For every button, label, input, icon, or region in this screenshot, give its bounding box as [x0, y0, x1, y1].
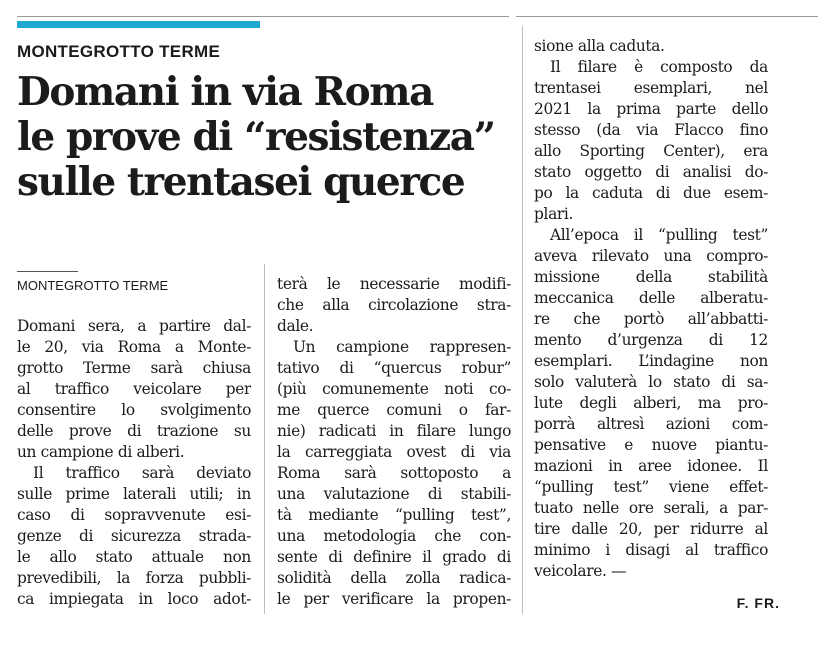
dateline: MONTEGROTTO TERME [17, 278, 169, 293]
headline [17, 70, 522, 205]
text-line: un campione di alberi. [17, 443, 185, 461]
text-line: trentasei esemplari, nel [534, 79, 768, 97]
text-line: genze di sicurezza strada- [17, 527, 251, 545]
text-line: veicolare. — [534, 562, 627, 580]
text-line: “pulling test” viene effet- [534, 478, 768, 496]
text-line: lute degli alberi, ma pro- [534, 394, 768, 412]
text-line: missione della stabilità [534, 268, 768, 286]
text-line: solo valuterà lo stato di sa- [534, 373, 768, 391]
text-line: Domani sera, a partire dal- [17, 317, 251, 335]
top-rule-right [516, 16, 818, 17]
text-line: grotto Terme sarà chiusa [17, 359, 251, 377]
text-line: esemplari. L’indagine non [534, 352, 768, 370]
text-line: le allo stato attuale non [17, 548, 251, 566]
section-kicker: MONTEGROTTO TERME [17, 42, 221, 61]
text-line: 2021 la prima parte dello [534, 100, 768, 118]
text-line: porrà altresì azioni com- [534, 415, 768, 433]
text-line: Il traffico sarà deviato [33, 464, 251, 482]
text-line: All’epoca il “pulling test” [550, 226, 768, 244]
section-accent-bar [17, 21, 260, 28]
text-line: allo Sporting Center), era [534, 142, 768, 160]
headline-line: Domani in via Roma [17, 69, 433, 115]
column-divider [264, 264, 265, 614]
text-line: re che portò all’abbatti- [534, 310, 768, 328]
text-line: stesso (da via Flacco fino [534, 121, 768, 139]
column-divider [522, 26, 523, 614]
text-line: mazioni in aree idonee. Il [534, 457, 768, 475]
text-line: sulle prime laterali utili; in [17, 485, 251, 503]
text-line: aveva rilevato una compro- [534, 247, 768, 265]
text-line: le 20, via Roma a Monte- [17, 338, 251, 356]
text-line: tà mediante “pulling test”, [277, 506, 511, 524]
text-line: (più comunemente noti co- [277, 380, 511, 398]
text-line: nie) radicati in filare lungo [277, 422, 511, 440]
text-line: caso di sopravvenute esi- [17, 506, 251, 524]
text-line: Il filare è composto da [550, 58, 768, 76]
text-line: tativo di “quercus robur” [277, 359, 511, 377]
text-line: po la caduta di due esem- [534, 184, 768, 202]
text-line: Roma sarà sottoposto a [277, 464, 511, 482]
text-line: terà le necessarie modifi- [277, 275, 511, 293]
text-line: che alla circolazione stra- [277, 296, 511, 314]
text-line: sione alla caduta. [534, 37, 665, 55]
text-line: minimo i disagi al traffico [534, 541, 768, 559]
text-line: plari. [534, 205, 574, 223]
text-line: tire dalle 20, per ridurre al [534, 520, 768, 538]
author-signature: F. FR. [736, 595, 780, 611]
top-rule-left [17, 16, 509, 17]
text-line: tuato nelle ore serali, a par- [534, 499, 768, 517]
text-line: al traffico veicolare per [17, 380, 251, 398]
text-line: prevedibili, la forza pubbli- [17, 569, 251, 587]
text-line: Un campione rappresen- [293, 338, 511, 356]
headline-line: sulle trentasei querce [17, 159, 465, 205]
article-column-1 [17, 316, 251, 610]
text-line: la carreggiata ovest di via [277, 443, 511, 461]
text-line: consentire lo svolgimento [17, 401, 251, 419]
article-column-3 [534, 36, 768, 582]
text-line: delle prove di trazione su [17, 422, 251, 440]
text-line: dale. [277, 317, 314, 335]
text-line: le per verificare la propen- [277, 590, 511, 608]
dateline-rule [17, 271, 78, 272]
headline-line: le prove di “resistenza” [17, 114, 495, 160]
text-line: mento d’urgenza di 12 [534, 331, 768, 349]
text-line: meccanica delle alberatu- [534, 289, 768, 307]
text-line: pensative e nuove piantu- [534, 436, 768, 454]
text-line: ca impiegata in loco adot- [17, 590, 251, 608]
text-line: una metodologia che con- [277, 527, 511, 545]
article-column-2 [277, 274, 511, 610]
text-line: me querce comuni o far- [277, 401, 511, 419]
text-line: stato oggetto di analisi do- [534, 163, 768, 181]
text-line: una valutazione di stabili- [277, 485, 511, 503]
text-line: sente di definire il grado di [277, 548, 511, 566]
text-line: solidità della zolla radica- [277, 569, 511, 587]
